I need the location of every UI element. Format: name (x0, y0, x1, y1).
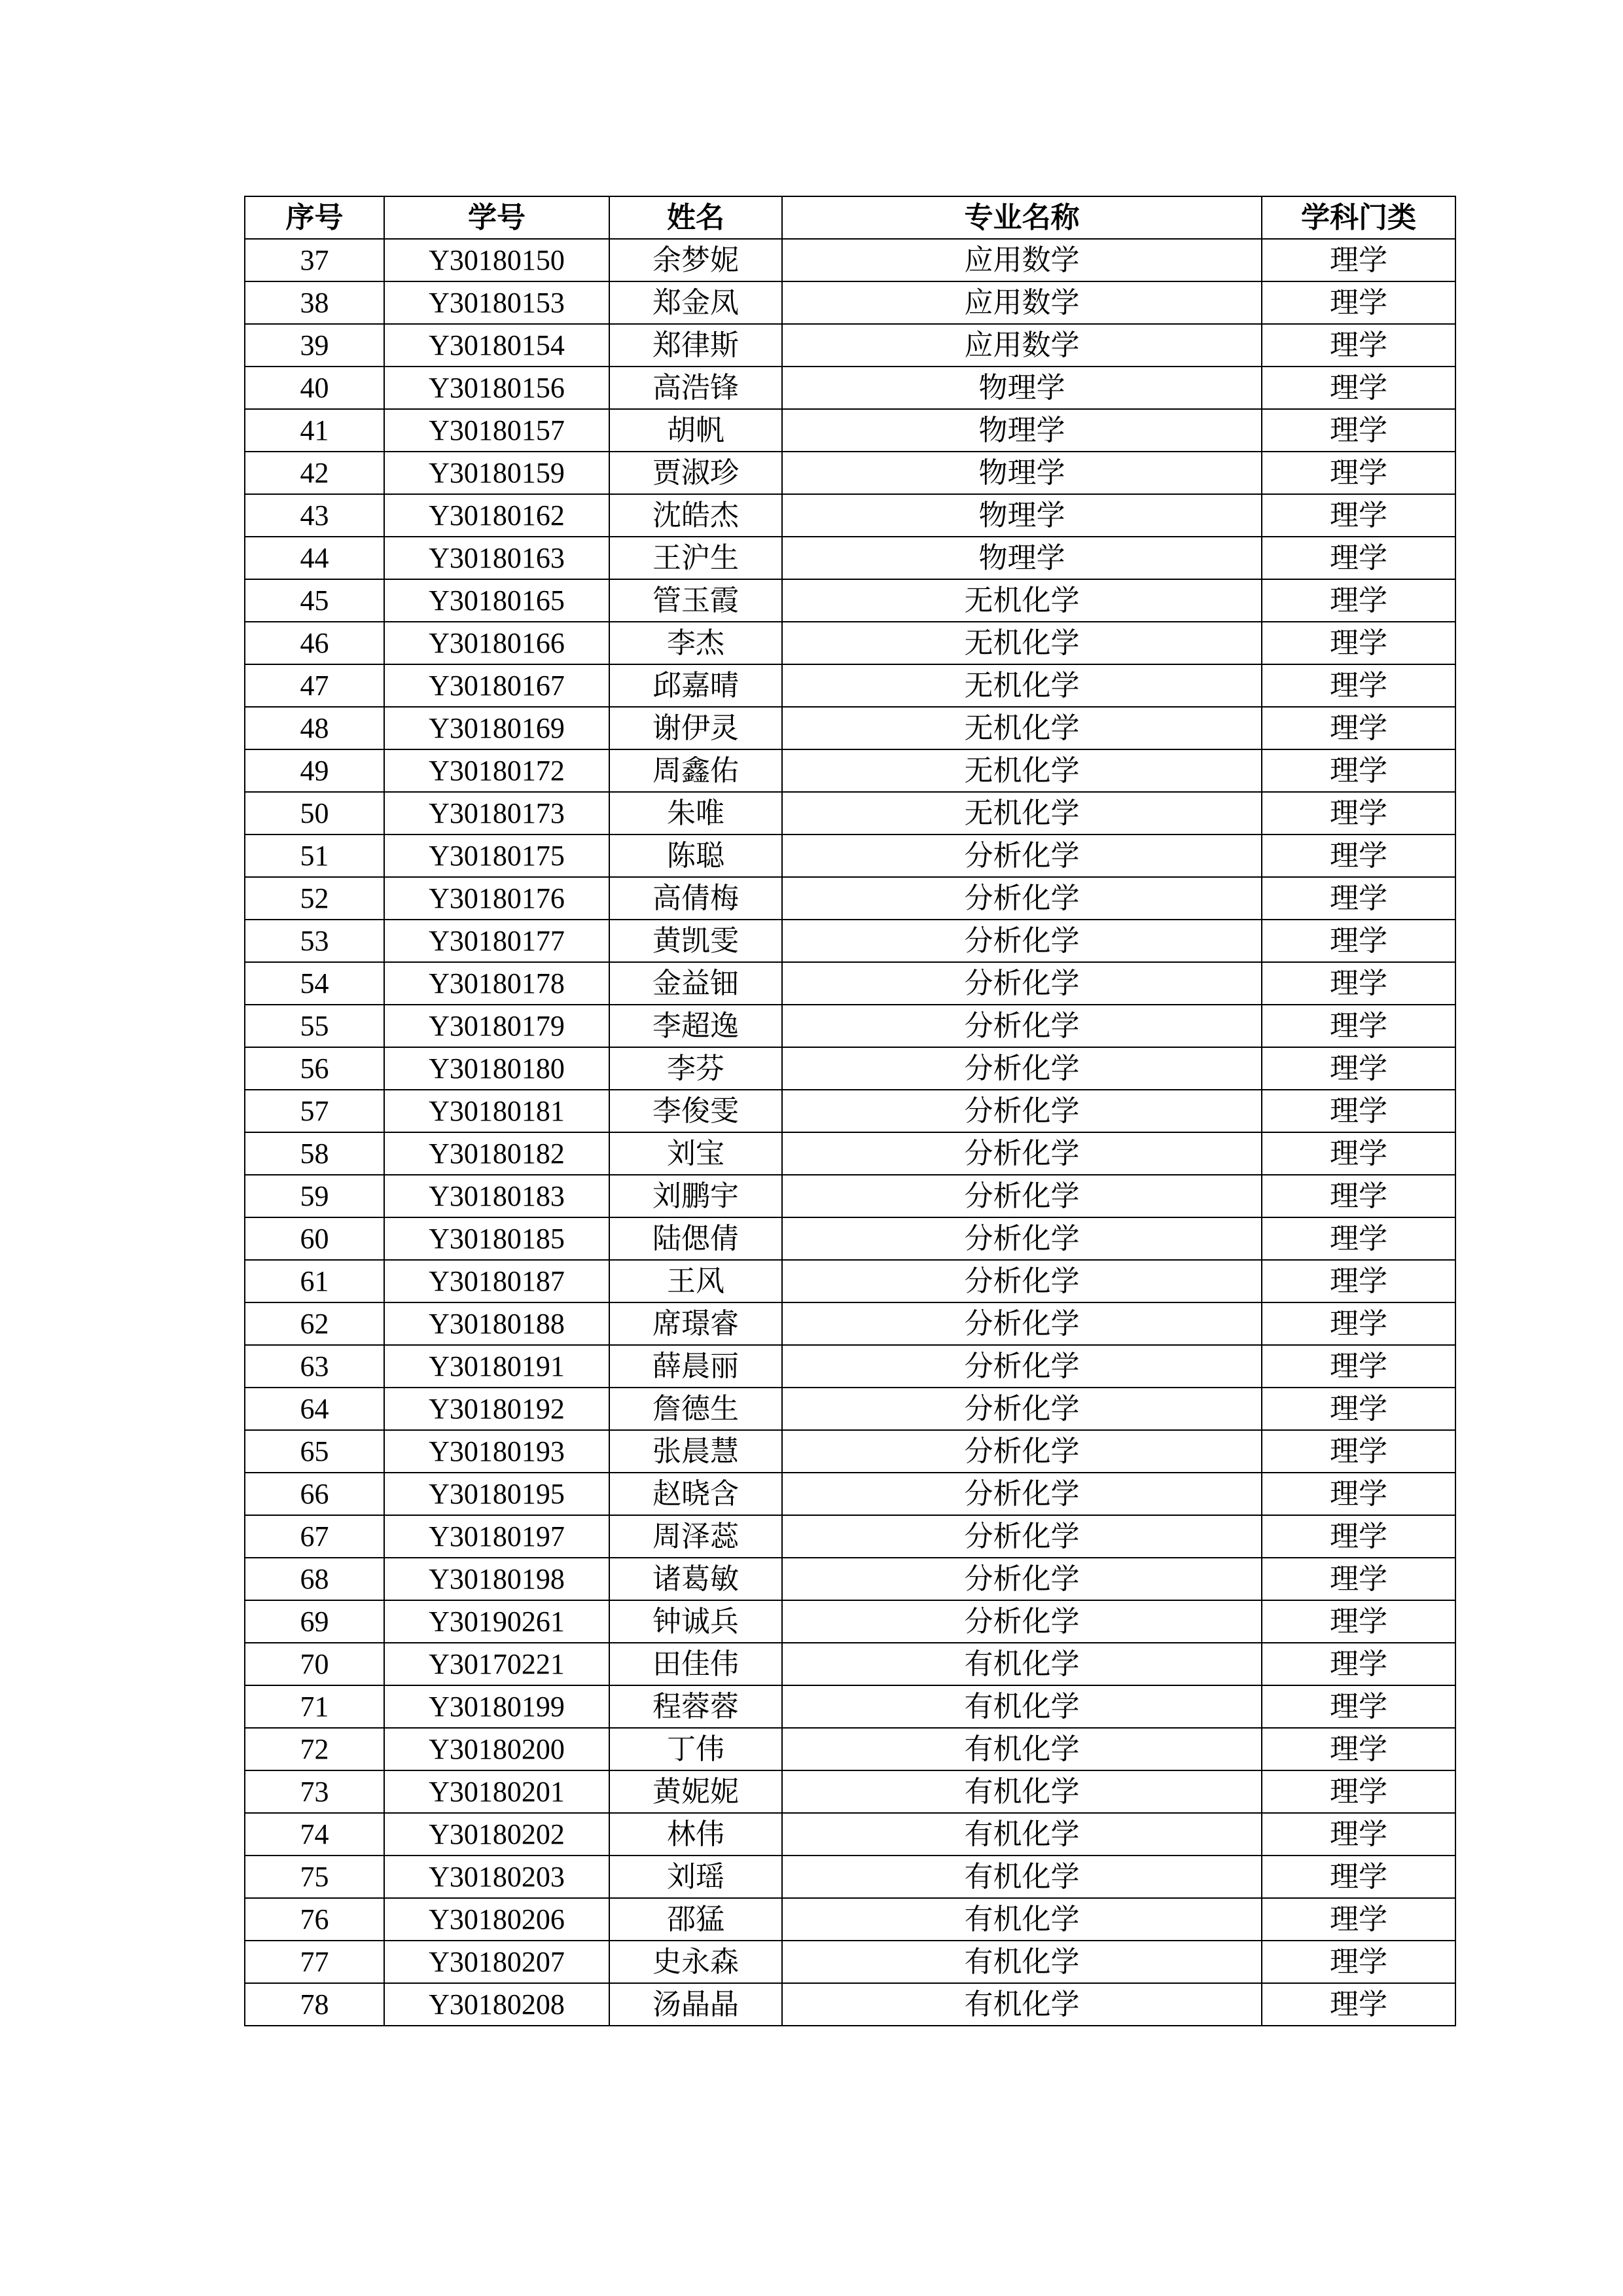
cell-name: 管玉霞 (609, 579, 782, 622)
cell-name: 李超逸 (609, 1005, 782, 1047)
cell-student-id: Y30180193 (384, 1430, 609, 1473)
cell-seq: 59 (245, 1175, 384, 1217)
cell-category: 理学 (1262, 707, 1455, 749)
cell-category: 理学 (1262, 1600, 1455, 1643)
cell-major: 分析化学 (782, 1217, 1262, 1260)
cell-major: 无机化学 (782, 707, 1262, 749)
cell-name: 史永森 (609, 1941, 782, 1983)
cell-name: 沈皓杰 (609, 494, 782, 537)
cell-seq: 77 (245, 1941, 384, 1983)
table-row (245, 494, 1455, 537)
cell-student-id: Y30180195 (384, 1473, 609, 1515)
table-row (245, 1941, 1455, 1983)
cell-major: 物理学 (782, 452, 1262, 494)
cell-category: 理学 (1262, 1898, 1455, 1941)
cell-name: 李芬 (609, 1047, 782, 1090)
cell-student-id: Y30180192 (384, 1388, 609, 1430)
table-row (245, 1217, 1455, 1260)
cell-major: 物理学 (782, 494, 1262, 537)
cell-seq: 50 (245, 792, 384, 834)
cell-student-id: Y30180162 (384, 494, 609, 537)
table-row (245, 324, 1455, 367)
cell-major: 分析化学 (782, 1430, 1262, 1473)
cell-name: 李杰 (609, 622, 782, 664)
cell-student-id: Y30180181 (384, 1090, 609, 1132)
table-row (245, 1473, 1455, 1515)
cell-name: 詹德生 (609, 1388, 782, 1430)
cell-student-id: Y30180200 (384, 1728, 609, 1770)
table-header (245, 196, 1455, 239)
cell-major: 分析化学 (782, 1047, 1262, 1090)
cell-student-id: Y30180208 (384, 1983, 609, 2026)
table-row (245, 1813, 1455, 1856)
cell-seq: 60 (245, 1217, 384, 1260)
cell-name: 林伟 (609, 1813, 782, 1856)
cell-name: 汤晶晶 (609, 1983, 782, 2026)
cell-name: 钟诚兵 (609, 1600, 782, 1643)
cell-name: 刘宝 (609, 1132, 782, 1175)
cell-name: 高倩梅 (609, 877, 782, 920)
table-row (245, 1132, 1455, 1175)
cell-name: 赵晓含 (609, 1473, 782, 1515)
cell-category: 理学 (1262, 664, 1455, 707)
cell-major: 应用数学 (782, 281, 1262, 324)
cell-student-id: Y30180191 (384, 1345, 609, 1388)
cell-student-id: Y30180166 (384, 622, 609, 664)
cell-student-id: Y30190261 (384, 1600, 609, 1643)
cell-seq: 44 (245, 537, 384, 579)
cell-major: 分析化学 (782, 1345, 1262, 1388)
cell-category: 理学 (1262, 494, 1455, 537)
table-row (245, 1005, 1455, 1047)
table-row (245, 409, 1455, 452)
cell-category: 理学 (1262, 962, 1455, 1005)
cell-name: 周鑫佑 (609, 749, 782, 792)
cell-name: 程蓉蓉 (609, 1685, 782, 1728)
table-row (245, 1302, 1455, 1345)
cell-name: 高浩锋 (609, 367, 782, 409)
table-row (245, 877, 1455, 920)
cell-name: 田佳伟 (609, 1643, 782, 1685)
cell-category: 理学 (1262, 537, 1455, 579)
cell-student-id: Y30180203 (384, 1856, 609, 1898)
cell-student-id: Y30180173 (384, 792, 609, 834)
cell-seq: 37 (245, 239, 384, 281)
cell-seq: 74 (245, 1813, 384, 1856)
cell-student-id: Y30180179 (384, 1005, 609, 1047)
header-category: 学科门类 (1262, 196, 1455, 239)
cell-seq: 67 (245, 1515, 384, 1558)
table-row (245, 792, 1455, 834)
cell-name: 周泽蕊 (609, 1515, 782, 1558)
cell-student-id: Y30180169 (384, 707, 609, 749)
cell-student-id: Y30180197 (384, 1515, 609, 1558)
cell-seq: 49 (245, 749, 384, 792)
cell-seq: 41 (245, 409, 384, 452)
cell-name: 邵猛 (609, 1898, 782, 1941)
table-row (245, 1983, 1455, 2026)
cell-category: 理学 (1262, 1090, 1455, 1132)
cell-student-id: Y30180165 (384, 579, 609, 622)
cell-seq: 46 (245, 622, 384, 664)
cell-student-id: Y30180157 (384, 409, 609, 452)
student-roster-table (244, 196, 1456, 2026)
cell-major: 有机化学 (782, 1643, 1262, 1685)
cell-name: 贾淑珍 (609, 452, 782, 494)
cell-category: 理学 (1262, 452, 1455, 494)
cell-student-id: Y30180202 (384, 1813, 609, 1856)
cell-major: 分析化学 (782, 1132, 1262, 1175)
cell-name: 陆偲倩 (609, 1217, 782, 1260)
cell-major: 无机化学 (782, 622, 1262, 664)
cell-name: 席璟睿 (609, 1302, 782, 1345)
cell-major: 有机化学 (782, 1813, 1262, 1856)
cell-student-id: Y30180188 (384, 1302, 609, 1345)
cell-major: 物理学 (782, 537, 1262, 579)
cell-category: 理学 (1262, 1813, 1455, 1856)
cell-seq: 78 (245, 1983, 384, 2026)
cell-major: 分析化学 (782, 1515, 1262, 1558)
cell-category: 理学 (1262, 1005, 1455, 1047)
cell-category: 理学 (1262, 1345, 1455, 1388)
cell-category: 理学 (1262, 1260, 1455, 1302)
cell-seq: 70 (245, 1643, 384, 1685)
table-row (245, 664, 1455, 707)
cell-major: 分析化学 (782, 1388, 1262, 1430)
cell-student-id: Y30180185 (384, 1217, 609, 1260)
cell-major: 分析化学 (782, 1558, 1262, 1600)
cell-major: 分析化学 (782, 1005, 1262, 1047)
cell-major: 分析化学 (782, 920, 1262, 962)
cell-category: 理学 (1262, 239, 1455, 281)
header-row (245, 196, 1455, 239)
cell-student-id: Y30180177 (384, 920, 609, 962)
cell-major: 有机化学 (782, 1856, 1262, 1898)
cell-seq: 56 (245, 1047, 384, 1090)
table-row (245, 579, 1455, 622)
cell-seq: 61 (245, 1260, 384, 1302)
cell-seq: 55 (245, 1005, 384, 1047)
cell-seq: 40 (245, 367, 384, 409)
table-row (245, 749, 1455, 792)
cell-seq: 64 (245, 1388, 384, 1430)
cell-category: 理学 (1262, 1047, 1455, 1090)
cell-category: 理学 (1262, 1728, 1455, 1770)
cell-name: 李俊雯 (609, 1090, 782, 1132)
cell-name: 黄妮妮 (609, 1770, 782, 1813)
table-row (245, 1558, 1455, 1600)
table-row (245, 920, 1455, 962)
cell-name: 郑律斯 (609, 324, 782, 367)
table-row (245, 834, 1455, 877)
cell-name: 张晨慧 (609, 1430, 782, 1473)
cell-seq: 66 (245, 1473, 384, 1515)
cell-student-id: Y30180201 (384, 1770, 609, 1813)
cell-major: 应用数学 (782, 239, 1262, 281)
cell-category: 理学 (1262, 1388, 1455, 1430)
cell-category: 理学 (1262, 1941, 1455, 1983)
cell-major: 分析化学 (782, 1600, 1262, 1643)
cell-seq: 75 (245, 1856, 384, 1898)
table-row (245, 1856, 1455, 1898)
cell-category: 理学 (1262, 1558, 1455, 1600)
cell-seq: 39 (245, 324, 384, 367)
cell-name: 朱唯 (609, 792, 782, 834)
table-row (245, 537, 1455, 579)
cell-major: 分析化学 (782, 834, 1262, 877)
cell-name: 余梦妮 (609, 239, 782, 281)
cell-category: 理学 (1262, 579, 1455, 622)
cell-category: 理学 (1262, 920, 1455, 962)
cell-major: 应用数学 (782, 324, 1262, 367)
table-row (245, 1388, 1455, 1430)
cell-major: 分析化学 (782, 877, 1262, 920)
cell-student-id: Y30170221 (384, 1643, 609, 1685)
cell-student-id: Y30180163 (384, 537, 609, 579)
cell-category: 理学 (1262, 367, 1455, 409)
cell-seq: 45 (245, 579, 384, 622)
cell-major: 无机化学 (782, 664, 1262, 707)
table-row (245, 1685, 1455, 1728)
cell-category: 理学 (1262, 1473, 1455, 1515)
cell-seq: 51 (245, 834, 384, 877)
cell-major: 分析化学 (782, 1260, 1262, 1302)
cell-major: 无机化学 (782, 749, 1262, 792)
cell-student-id: Y30180207 (384, 1941, 609, 1983)
cell-name: 谢伊灵 (609, 707, 782, 749)
cell-student-id: Y30180206 (384, 1898, 609, 1941)
cell-seq: 63 (245, 1345, 384, 1388)
cell-seq: 43 (245, 494, 384, 537)
cell-student-id: Y30180176 (384, 877, 609, 920)
cell-student-id: Y30180180 (384, 1047, 609, 1090)
cell-category: 理学 (1262, 324, 1455, 367)
cell-name: 刘瑶 (609, 1856, 782, 1898)
cell-seq: 48 (245, 707, 384, 749)
cell-seq: 69 (245, 1600, 384, 1643)
cell-seq: 73 (245, 1770, 384, 1813)
cell-major: 有机化学 (782, 1898, 1262, 1941)
cell-category: 理学 (1262, 1983, 1455, 2026)
cell-category: 理学 (1262, 834, 1455, 877)
table-row (245, 1090, 1455, 1132)
cell-name: 郑金凤 (609, 281, 782, 324)
table-row (245, 1898, 1455, 1941)
cell-student-id: Y30180182 (384, 1132, 609, 1175)
cell-major: 有机化学 (782, 1685, 1262, 1728)
cell-major: 分析化学 (782, 962, 1262, 1005)
table-row (245, 281, 1455, 324)
cell-category: 理学 (1262, 1643, 1455, 1685)
cell-name: 王沪生 (609, 537, 782, 579)
cell-student-id: Y30180172 (384, 749, 609, 792)
cell-major: 分析化学 (782, 1090, 1262, 1132)
cell-student-id: Y30180183 (384, 1175, 609, 1217)
table-row (245, 1175, 1455, 1217)
cell-student-id: Y30180199 (384, 1685, 609, 1728)
table-row (245, 622, 1455, 664)
cell-category: 理学 (1262, 1132, 1455, 1175)
table-row (245, 367, 1455, 409)
cell-major: 有机化学 (782, 1770, 1262, 1813)
cell-major: 有机化学 (782, 1983, 1262, 2026)
cell-student-id: Y30180154 (384, 324, 609, 367)
cell-seq: 72 (245, 1728, 384, 1770)
cell-major: 分析化学 (782, 1175, 1262, 1217)
cell-name: 胡帆 (609, 409, 782, 452)
cell-major: 物理学 (782, 409, 1262, 452)
cell-student-id: Y30180150 (384, 239, 609, 281)
header-name: 姓名 (609, 196, 782, 239)
cell-seq: 58 (245, 1132, 384, 1175)
cell-category: 理学 (1262, 1430, 1455, 1473)
cell-category: 理学 (1262, 877, 1455, 920)
cell-name: 刘鹏宇 (609, 1175, 782, 1217)
cell-major: 无机化学 (782, 579, 1262, 622)
cell-seq: 71 (245, 1685, 384, 1728)
table-row (245, 1430, 1455, 1473)
cell-name: 金益钿 (609, 962, 782, 1005)
cell-student-id: Y30180159 (384, 452, 609, 494)
table-row (245, 239, 1455, 281)
cell-student-id: Y30180167 (384, 664, 609, 707)
cell-seq: 57 (245, 1090, 384, 1132)
cell-seq: 65 (245, 1430, 384, 1473)
cell-category: 理学 (1262, 622, 1455, 664)
table-row (245, 1770, 1455, 1813)
cell-major: 有机化学 (782, 1728, 1262, 1770)
cell-name: 丁伟 (609, 1728, 782, 1770)
header-seq: 序号 (245, 196, 384, 239)
table-row (245, 1643, 1455, 1685)
cell-major: 分析化学 (782, 1473, 1262, 1515)
cell-category: 理学 (1262, 749, 1455, 792)
table-row (245, 1047, 1455, 1090)
cell-seq: 42 (245, 452, 384, 494)
cell-seq: 52 (245, 877, 384, 920)
cell-name: 薛晨丽 (609, 1345, 782, 1388)
table-row (245, 1515, 1455, 1558)
cell-category: 理学 (1262, 1175, 1455, 1217)
cell-name: 邱嘉晴 (609, 664, 782, 707)
cell-name: 陈聪 (609, 834, 782, 877)
cell-category: 理学 (1262, 1302, 1455, 1345)
cell-category: 理学 (1262, 1685, 1455, 1728)
table-row (245, 962, 1455, 1005)
cell-seq: 53 (245, 920, 384, 962)
cell-major: 无机化学 (782, 792, 1262, 834)
cell-name: 黄凯雯 (609, 920, 782, 962)
cell-student-id: Y30180156 (384, 367, 609, 409)
cell-category: 理学 (1262, 409, 1455, 452)
cell-seq: 47 (245, 664, 384, 707)
cell-major: 有机化学 (782, 1941, 1262, 1983)
table-row (245, 707, 1455, 749)
cell-student-id: Y30180153 (384, 281, 609, 324)
header-student-id: 学号 (384, 196, 609, 239)
cell-student-id: Y30180175 (384, 834, 609, 877)
cell-seq: 38 (245, 281, 384, 324)
table-row (245, 452, 1455, 494)
table-row (245, 1728, 1455, 1770)
cell-student-id: Y30180187 (384, 1260, 609, 1302)
cell-seq: 76 (245, 1898, 384, 1941)
cell-major: 物理学 (782, 367, 1262, 409)
table-row (245, 1260, 1455, 1302)
cell-major: 分析化学 (782, 1302, 1262, 1345)
cell-seq: 54 (245, 962, 384, 1005)
cell-category: 理学 (1262, 1515, 1455, 1558)
cell-seq: 62 (245, 1302, 384, 1345)
table-row (245, 1600, 1455, 1643)
cell-student-id: Y30180178 (384, 962, 609, 1005)
cell-seq: 68 (245, 1558, 384, 1600)
cell-category: 理学 (1262, 1770, 1455, 1813)
table-body (245, 239, 1455, 2026)
cell-student-id: Y30180198 (384, 1558, 609, 1600)
header-major: 专业名称 (782, 196, 1262, 239)
cell-category: 理学 (1262, 1217, 1455, 1260)
cell-category: 理学 (1262, 1856, 1455, 1898)
cell-category: 理学 (1262, 792, 1455, 834)
table-row (245, 1345, 1455, 1388)
cell-category: 理学 (1262, 281, 1455, 324)
cell-name: 王风 (609, 1260, 782, 1302)
cell-name: 诸葛敏 (609, 1558, 782, 1600)
